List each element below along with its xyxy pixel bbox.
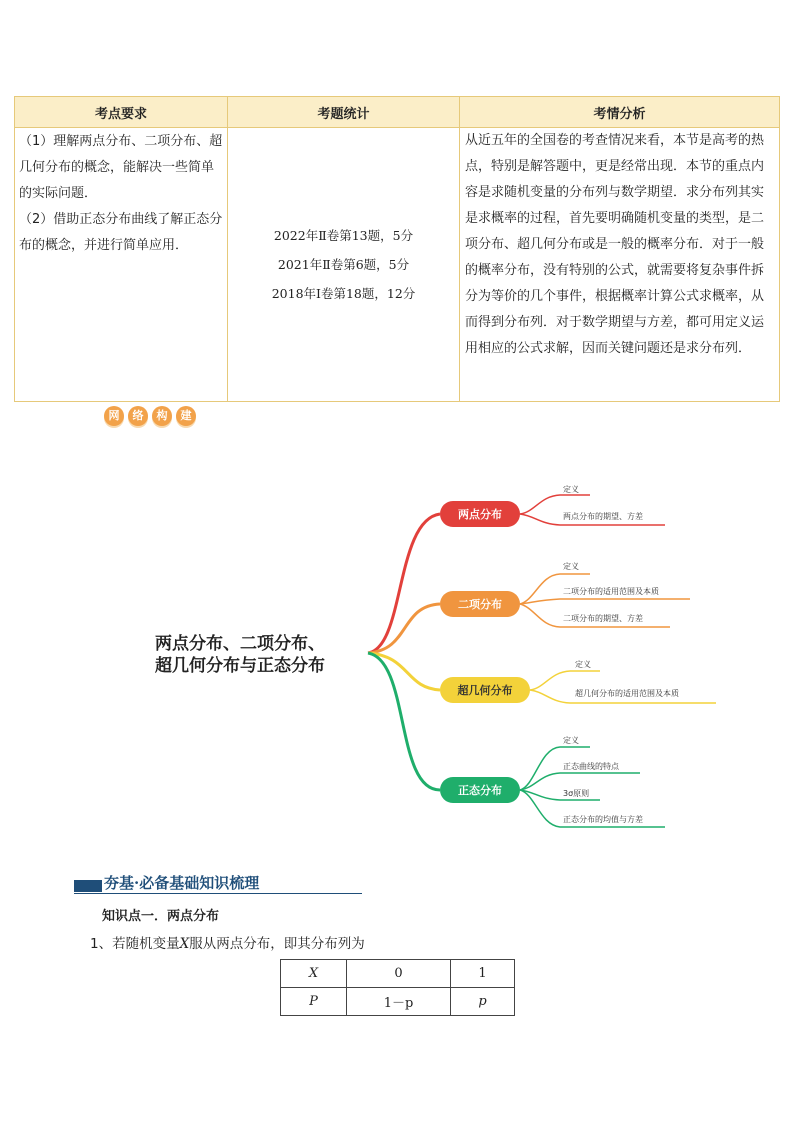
leaf-3sigma: 3σ原则 [563,789,590,798]
branch-curve-1 [368,514,440,653]
leaf-normal-curve: 正态曲线的特点 [563,762,619,771]
table-row [281,988,515,1016]
requirement-item: （1）理解两点分布、二项分布、超几何分布的概念，能解决一些简单的实际问题． [19,134,223,201]
knowledge-point-title: 知识点一．两点分布 [102,909,220,924]
badge-char: 构 [152,406,172,426]
leaf-definition: 定义 [575,660,591,669]
leaf-definition: 定义 [563,736,579,745]
branch-curve-4 [368,653,440,790]
table-cell: 1－p [347,988,451,1016]
branch-label-two-point: 两点分布 [458,508,502,521]
leaf-binomial-ev: 二项分布的期望、方差 [563,614,643,623]
table-cell: P [281,988,347,1016]
header-statistics: 考题统计 [228,97,460,128]
mind-map [0,470,794,840]
leaf-line [520,599,690,604]
statistic-item: 2021年Ⅱ卷第6题，5分 [277,257,410,272]
heading-bar [74,880,102,892]
kp-variable: X [179,936,190,952]
heading-underline [74,893,362,894]
kp-text-prefix: 1、若随机变量 [90,936,180,952]
branch-label-normal: 正态分布 [458,784,502,797]
statistic-item: 2018年Ⅰ卷第18题，12分 [271,286,416,301]
leaf-binomial-scope: 二项分布的适用范围及本质 [563,587,659,596]
table-cell: X [281,960,347,988]
requirement-item: （2）借助正态分布曲线了解正态分布的概念，并进行简单应用． [19,212,223,253]
badge-char: 网 [104,406,124,426]
exam-requirements-table [14,96,780,402]
leaf-line [520,773,640,790]
statistics-cell [228,128,460,402]
branch-label-binomial: 二项分布 [458,598,502,611]
leaf-line [530,671,600,690]
leaf-normal-mean-var: 正态分布的均值与方差 [563,815,643,824]
analysis-cell: 从近五年的全国卷的考查情况来看，本节是高考的热点，特别是解答题中，更是经常出现．本节的重点内容是求随机变量的分布列与数学期望．求分布列其实是求概率的过程，首先要明确随机变量的类型，是二项分布、超几何分布或是一般的概率分布．对于一般的概率分布，没有特别的公式，就需要将复杂事件拆分为等价的几个事件，根据概率计算公式求概率，从而得到分布列．对于数学期望与方差，都可用定义运用相应的公式求解，因而关键问题还是求分布列． [460,128,780,402]
distribution-table [280,959,515,1016]
badge-char: 建 [176,406,196,426]
leaf-hypergeometric-scope: 超几何分布的适用范围及本质 [575,689,679,698]
kp-text-suffix: 服从两点分布，即其分布列为 [189,936,365,952]
mindmap-center-line2: 超几何分布与正态分布 [155,656,325,676]
table-row [281,960,515,988]
statistic-item: 2022年Ⅱ卷第13题，5分 [273,228,414,243]
knowledge-point-text [90,932,365,952]
leaf-two-point-ev: 两点分布的期望、方差 [563,512,643,521]
mindmap-center-line1: 两点分布、二项分布、 [155,634,325,654]
header-requirements: 考点要求 [15,97,228,128]
network-construction-badge [104,403,196,431]
section-heading [74,872,364,896]
requirements-cell [15,128,228,402]
table-cell: 1 [451,960,515,988]
table-cell: p [451,988,515,1016]
leaf-definition: 定义 [563,485,579,494]
leaf-definition: 定义 [563,562,579,571]
badge-char: 络 [128,406,148,426]
header-analysis: 考情分析 [460,97,780,128]
table-cell: 0 [347,960,451,988]
section-title: 夯基·必备基础知识梳理 [104,874,260,892]
branch-label-hypergeometric: 超几何分布 [457,684,513,697]
